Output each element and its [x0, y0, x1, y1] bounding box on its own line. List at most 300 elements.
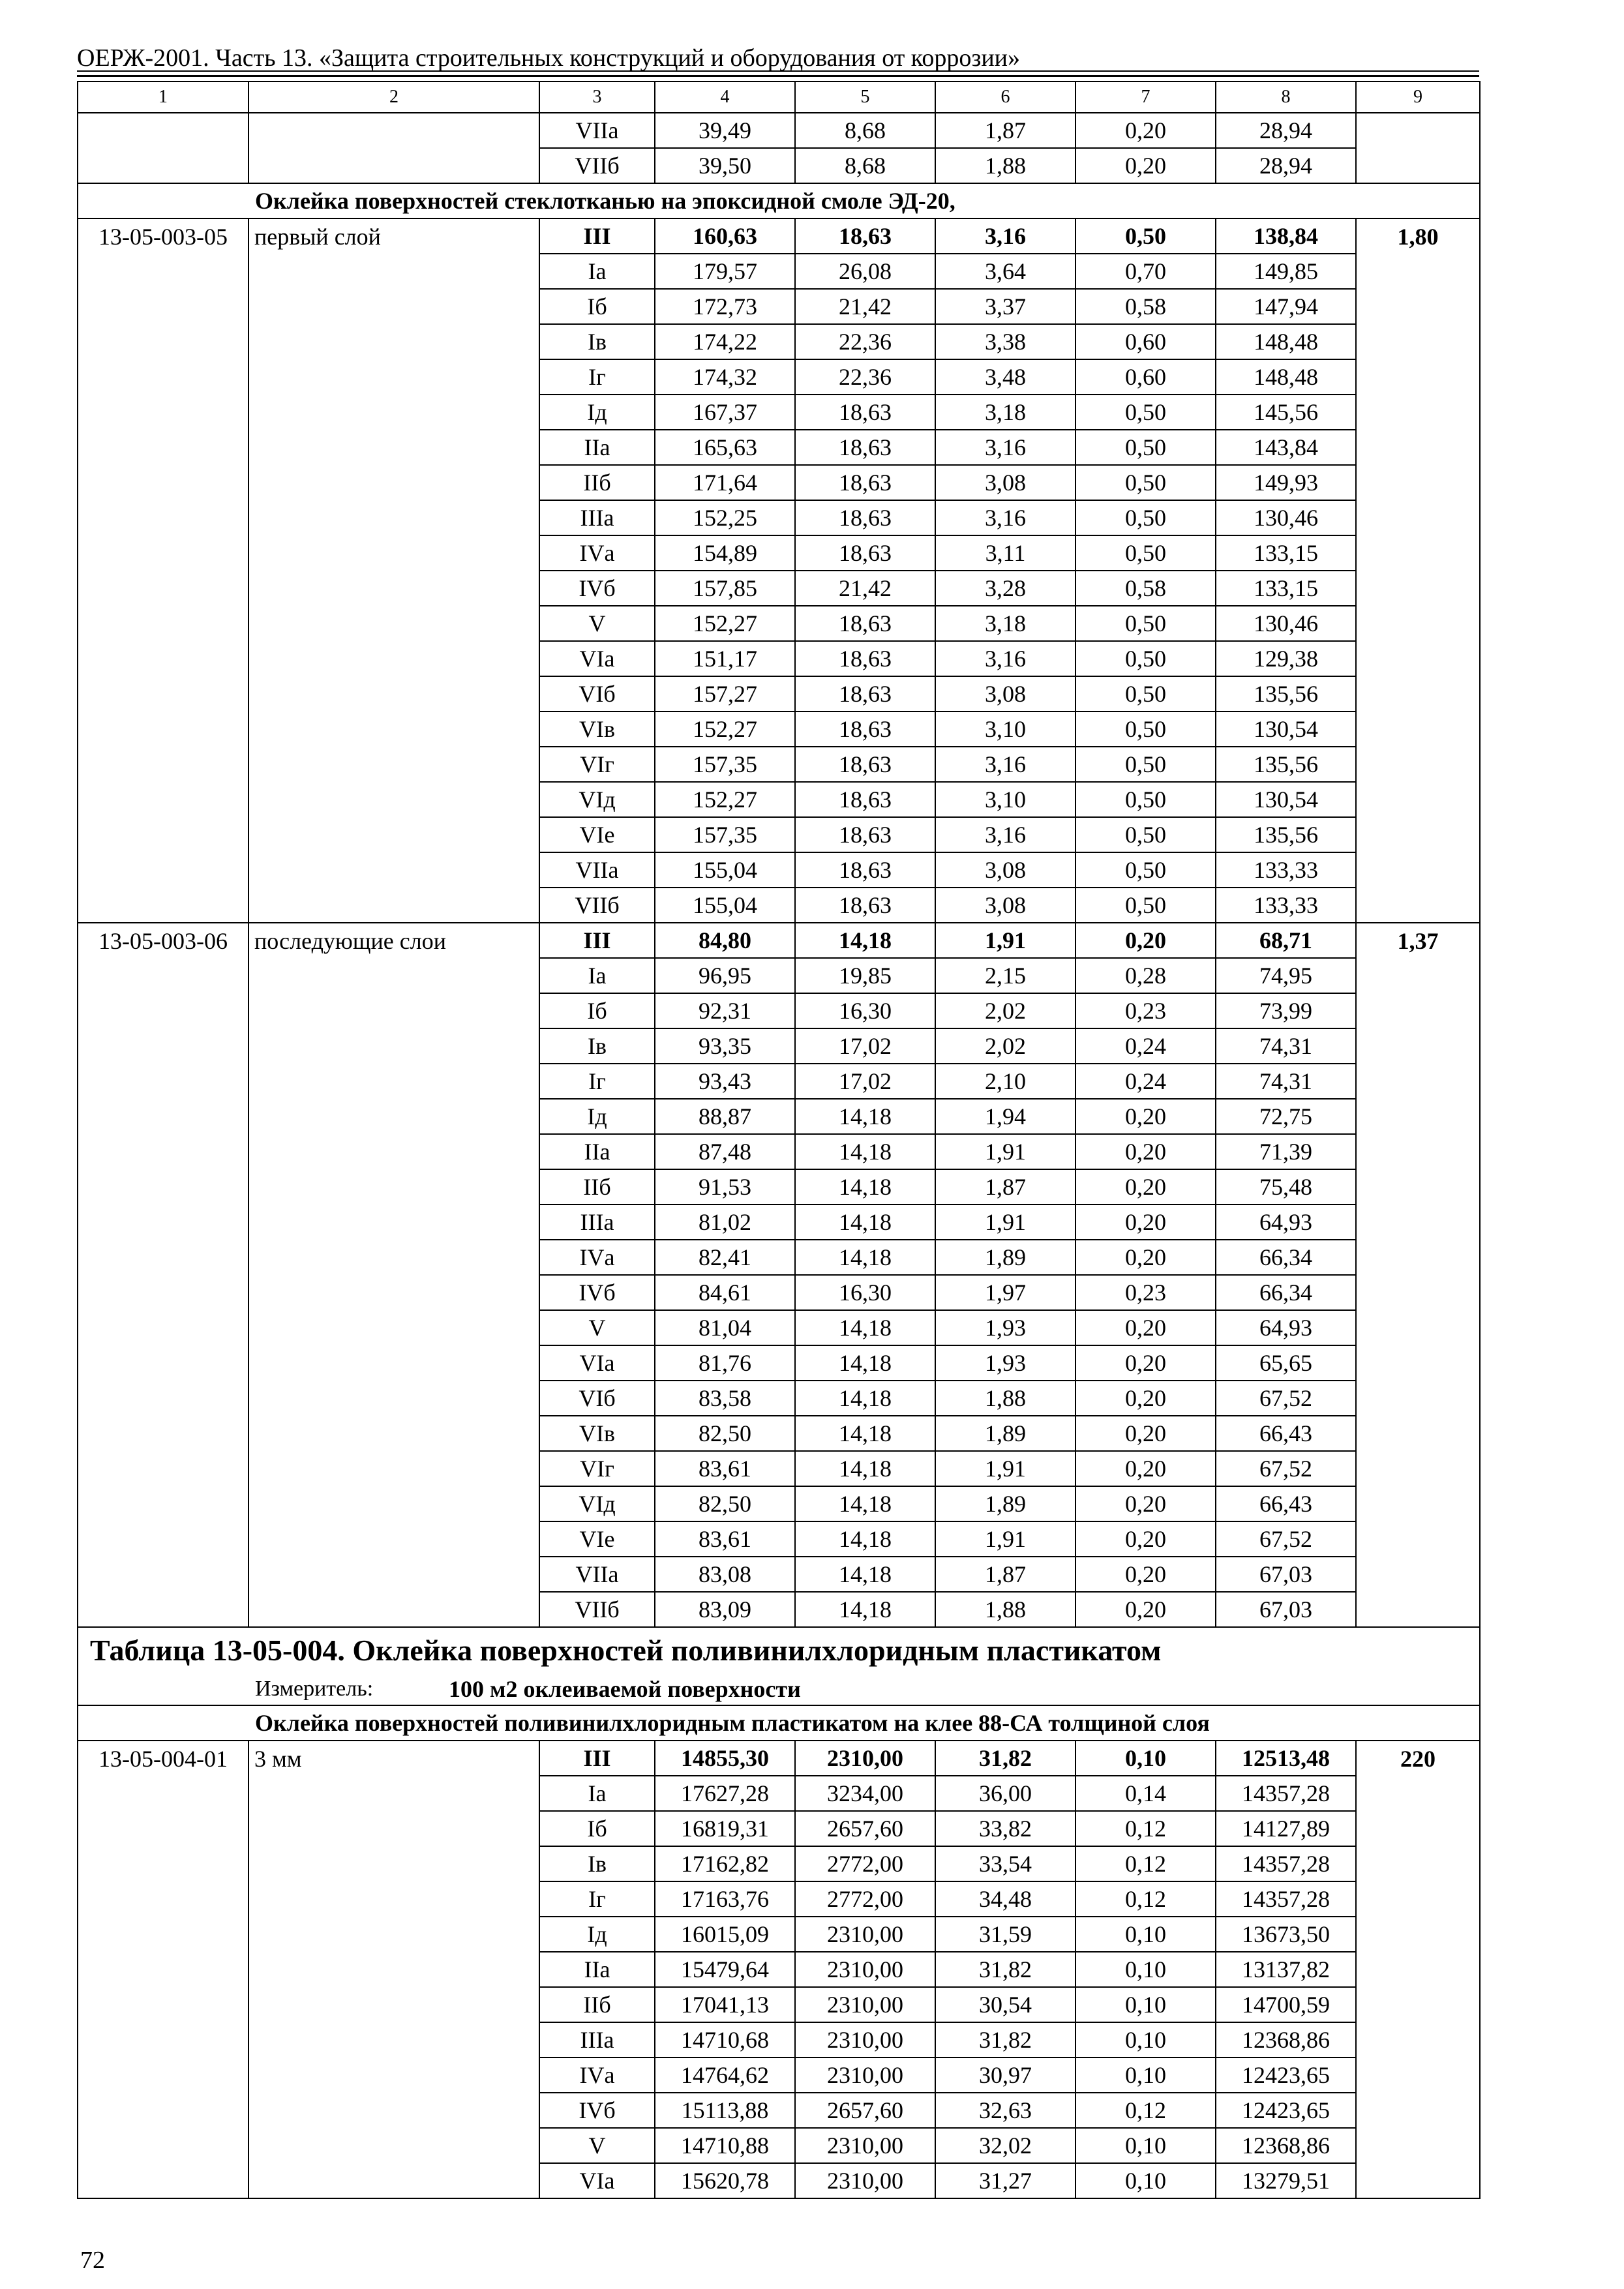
value-col-7: 0,20 [1075, 1099, 1216, 1134]
value-col-5: 16,30 [795, 993, 935, 1028]
page-number: 72 [80, 2247, 105, 2274]
value-col-5: 18,63 [795, 641, 935, 676]
value-col-6: 3,16 [935, 430, 1075, 465]
value-col-6: 1,97 [935, 1275, 1075, 1310]
price-zone: IVб [539, 1275, 655, 1310]
value-col-4: 14855,30 [655, 1741, 795, 1776]
value-col-4: 88,87 [655, 1099, 795, 1134]
value-col-4: 14710,88 [655, 2128, 795, 2163]
price-zone: Iб [539, 1811, 655, 1846]
price-zone: VIIб [539, 148, 655, 183]
value-col-8: 148,48 [1216, 324, 1356, 359]
value-col-5: 2310,00 [795, 2022, 935, 2057]
value-col-6: 3,16 [935, 817, 1075, 852]
value-col-6: 3,16 [935, 500, 1075, 535]
value-col-8: 135,56 [1216, 676, 1356, 711]
price-zone: Iв [539, 1028, 655, 1064]
value-col-4: 82,41 [655, 1240, 795, 1275]
value-col-7: 0,50 [1075, 676, 1216, 711]
value-col-4: 171,64 [655, 465, 795, 500]
value-col-8: 68,71 [1216, 923, 1356, 958]
value-col-6: 1,89 [935, 1240, 1075, 1275]
value-col-5: 14,18 [795, 1204, 935, 1240]
value-col-6: 3,64 [935, 254, 1075, 289]
value-col-5: 18,63 [795, 500, 935, 535]
value-col-5: 14,18 [795, 1381, 935, 1416]
value-col-6: 31,82 [935, 1952, 1075, 1987]
price-zone: Iа [539, 1776, 655, 1811]
price-zone: Iа [539, 254, 655, 289]
price-zone: IIIа [539, 2022, 655, 2057]
value-col-8: 130,46 [1216, 606, 1356, 641]
value-col-8: 67,52 [1216, 1521, 1356, 1557]
value-col-4: 151,17 [655, 641, 795, 676]
value-col-7: 0,20 [1075, 1557, 1216, 1592]
value-col-7: 0,20 [1075, 1486, 1216, 1521]
value-col-4: 16015,09 [655, 1917, 795, 1952]
value-col-4: 157,85 [655, 571, 795, 606]
value-col-4: 174,22 [655, 324, 795, 359]
col9-value: 220 [1356, 1741, 1480, 2198]
value-col-6: 31,82 [935, 2022, 1075, 2057]
value-col-8: 14357,28 [1216, 1776, 1356, 1811]
value-col-8: 13279,51 [1216, 2163, 1356, 2198]
value-col-6: 3,28 [935, 571, 1075, 606]
value-col-7: 0,50 [1075, 500, 1216, 535]
value-col-5: 2310,00 [795, 1952, 935, 1987]
value-col-4: 152,27 [655, 606, 795, 641]
value-col-4: 83,09 [655, 1592, 795, 1627]
price-zone: Iд [539, 395, 655, 430]
value-col-5: 18,63 [795, 606, 935, 641]
value-col-5: 2657,60 [795, 2093, 935, 2128]
price-zone: VIб [539, 676, 655, 711]
value-col-7: 0,20 [1075, 1381, 1216, 1416]
value-col-4: 179,57 [655, 254, 795, 289]
value-col-7: 0,12 [1075, 1846, 1216, 1881]
value-col-7: 0,60 [1075, 324, 1216, 359]
column-number: 2 [248, 82, 539, 113]
price-zone: VIд [539, 782, 655, 817]
rates-table-body [78, 82, 1480, 2198]
value-col-7: 0,50 [1075, 852, 1216, 888]
column-number: 9 [1356, 82, 1480, 113]
value-col-7: 0,50 [1075, 641, 1216, 676]
value-col-8: 28,94 [1216, 148, 1356, 183]
value-col-8: 12368,86 [1216, 2022, 1356, 2057]
value-col-5: 14,18 [795, 1310, 935, 1345]
value-col-4: 39,49 [655, 113, 795, 148]
column-number: 7 [1075, 82, 1216, 113]
value-col-6: 1,88 [935, 1592, 1075, 1627]
table-title-block [78, 1627, 1480, 1705]
value-col-8: 74,31 [1216, 1064, 1356, 1099]
value-col-7: 0,20 [1075, 148, 1216, 183]
value-col-4: 87,48 [655, 1134, 795, 1169]
value-col-7: 0,20 [1075, 923, 1216, 958]
value-col-6: 1,88 [935, 148, 1075, 183]
price-zone: Iв [539, 1846, 655, 1881]
value-col-4: 82,50 [655, 1486, 795, 1521]
value-col-4: 93,43 [655, 1064, 795, 1099]
work-description: 3 мм [248, 1741, 539, 2198]
value-col-7: 0,20 [1075, 113, 1216, 148]
value-col-4: 96,95 [655, 958, 795, 993]
value-col-6: 1,89 [935, 1486, 1075, 1521]
value-col-7: 0,20 [1075, 1240, 1216, 1275]
price-zone: VIб [539, 1381, 655, 1416]
value-col-8: 66,34 [1216, 1275, 1356, 1310]
value-col-8: 133,33 [1216, 852, 1356, 888]
value-col-4: 165,63 [655, 430, 795, 465]
value-col-5: 2772,00 [795, 1881, 935, 1917]
value-col-6: 2,02 [935, 1028, 1075, 1064]
value-col-6: 36,00 [935, 1776, 1075, 1811]
value-col-6: 1,87 [935, 1557, 1075, 1592]
price-zone: IIа [539, 430, 655, 465]
value-col-6: 32,02 [935, 2128, 1075, 2163]
price-zone: Iг [539, 1064, 655, 1099]
value-col-6: 3,18 [935, 606, 1075, 641]
price-zone: IIб [539, 465, 655, 500]
value-col-6: 32,63 [935, 2093, 1075, 2128]
value-col-8: 71,39 [1216, 1134, 1356, 1169]
value-col-6: 1,93 [935, 1345, 1075, 1381]
price-zone: IIа [539, 1952, 655, 1987]
value-col-4: 172,73 [655, 289, 795, 324]
value-col-8: 73,99 [1216, 993, 1356, 1028]
value-col-6: 1,91 [935, 1204, 1075, 1240]
value-col-7: 0,70 [1075, 254, 1216, 289]
value-col-4: 167,37 [655, 395, 795, 430]
value-col-6: 31,82 [935, 1741, 1075, 1776]
work-description: последующие слои [248, 923, 539, 1627]
value-col-8: 129,38 [1216, 641, 1356, 676]
value-col-4: 15620,78 [655, 2163, 795, 2198]
value-col-7: 0,28 [1075, 958, 1216, 993]
price-zone: VIв [539, 711, 655, 747]
value-col-6: 3,37 [935, 289, 1075, 324]
value-col-8: 13673,50 [1216, 1917, 1356, 1952]
value-col-7: 0,50 [1075, 606, 1216, 641]
value-col-8: 66,34 [1216, 1240, 1356, 1275]
column-number: 8 [1216, 82, 1356, 113]
value-col-5: 18,63 [795, 535, 935, 571]
value-col-7: 0,12 [1075, 1881, 1216, 1917]
value-col-5: 2772,00 [795, 1846, 935, 1881]
value-col-4: 92,31 [655, 993, 795, 1028]
value-col-7: 0,23 [1075, 1275, 1216, 1310]
table-row [78, 1741, 1480, 1776]
value-col-7: 0,12 [1075, 1811, 1216, 1846]
price-zone: VIа [539, 1345, 655, 1381]
value-col-4: 174,32 [655, 359, 795, 395]
value-col-8: 13137,82 [1216, 1952, 1356, 1987]
table-row [78, 113, 1480, 148]
price-zone: III [539, 923, 655, 958]
value-col-4: 81,76 [655, 1345, 795, 1381]
rate-code: 13-05-003-06 [78, 923, 248, 1627]
section-heading-row [78, 183, 1480, 218]
value-col-5: 8,68 [795, 113, 935, 148]
value-col-8: 64,93 [1216, 1310, 1356, 1345]
price-zone: VIа [539, 2163, 655, 2198]
price-zone: VIв [539, 1416, 655, 1451]
price-zone: VIIа [539, 1557, 655, 1592]
value-col-6: 3,16 [935, 641, 1075, 676]
value-col-5: 14,18 [795, 1240, 935, 1275]
value-col-4: 17162,82 [655, 1846, 795, 1881]
value-col-6: 30,54 [935, 1987, 1075, 2022]
value-col-4: 155,04 [655, 888, 795, 923]
value-col-8: 14357,28 [1216, 1881, 1356, 1917]
price-zone: VIд [539, 1486, 655, 1521]
table-title-row [78, 1627, 1480, 1705]
measure-label: Измеритель: [255, 1677, 374, 1701]
price-zone: Iд [539, 1917, 655, 1952]
value-col-8: 149,93 [1216, 465, 1356, 500]
table-title: Таблица 13-05-004. Оклейка поверхностей поливинилхлоридным пластикатом [90, 1634, 1162, 1667]
value-col-6: 3,10 [935, 711, 1075, 747]
value-col-4: 157,27 [655, 676, 795, 711]
value-col-7: 0,20 [1075, 1134, 1216, 1169]
price-zone: Iб [539, 289, 655, 324]
price-zone: IIб [539, 1987, 655, 2022]
value-col-7: 0,10 [1075, 2022, 1216, 2057]
value-col-5: 21,42 [795, 289, 935, 324]
price-zone: IVа [539, 2057, 655, 2093]
value-col-6: 31,59 [935, 1917, 1075, 1952]
value-col-6: 1,91 [935, 923, 1075, 958]
value-col-7: 0,10 [1075, 1741, 1216, 1776]
value-col-8: 67,52 [1216, 1381, 1356, 1416]
value-col-7: 0,20 [1075, 1204, 1216, 1240]
value-col-5: 14,18 [795, 1451, 935, 1486]
value-col-7: 0,24 [1075, 1028, 1216, 1064]
value-col-5: 18,63 [795, 430, 935, 465]
value-col-7: 0,50 [1075, 888, 1216, 923]
value-col-6: 1,87 [935, 1169, 1075, 1204]
value-col-8: 130,54 [1216, 782, 1356, 817]
value-col-8: 64,93 [1216, 1204, 1356, 1240]
value-col-5: 14,18 [795, 1169, 935, 1204]
column-number: 4 [655, 82, 795, 113]
value-col-4: 157,35 [655, 817, 795, 852]
table-row [78, 218, 1480, 254]
value-col-5: 14,18 [795, 1099, 935, 1134]
column-number: 5 [795, 82, 935, 113]
value-col-8: 12423,65 [1216, 2093, 1356, 2128]
column-number: 1 [78, 82, 248, 113]
value-col-5: 18,63 [795, 782, 935, 817]
column-number: 3 [539, 82, 655, 113]
value-col-7: 0,10 [1075, 1987, 1216, 2022]
value-col-8: 130,54 [1216, 711, 1356, 747]
value-col-4: 15113,88 [655, 2093, 795, 2128]
value-col-5: 19,85 [795, 958, 935, 993]
value-col-7: 0,20 [1075, 1451, 1216, 1486]
value-col-8: 148,48 [1216, 359, 1356, 395]
price-zone: Iг [539, 1881, 655, 1917]
rate-code [78, 113, 248, 183]
value-col-7: 0,10 [1075, 1952, 1216, 1987]
value-col-5: 18,63 [795, 218, 935, 254]
value-col-8: 14700,59 [1216, 1987, 1356, 2022]
price-zone: IIа [539, 1134, 655, 1169]
value-col-5: 18,63 [795, 711, 935, 747]
value-col-5: 14,18 [795, 1416, 935, 1451]
value-col-4: 17627,28 [655, 1776, 795, 1811]
col9-value: 1,37 [1356, 923, 1480, 1627]
value-col-5: 21,42 [795, 571, 935, 606]
value-col-7: 0,50 [1075, 817, 1216, 852]
value-col-5: 2310,00 [795, 2128, 935, 2163]
value-col-6: 2,15 [935, 958, 1075, 993]
value-col-4: 157,35 [655, 747, 795, 782]
value-col-5: 18,63 [795, 465, 935, 500]
price-zone: IVа [539, 535, 655, 571]
value-col-6: 1,89 [935, 1416, 1075, 1451]
value-col-7: 0,20 [1075, 1592, 1216, 1627]
value-col-4: 39,50 [655, 148, 795, 183]
value-col-6: 33,54 [935, 1846, 1075, 1881]
value-col-6: 3,18 [935, 395, 1075, 430]
value-col-8: 143,84 [1216, 430, 1356, 465]
value-col-8: 147,94 [1216, 289, 1356, 324]
value-col-6: 3,16 [935, 747, 1075, 782]
value-col-5: 2310,00 [795, 1741, 935, 1776]
table-row [78, 923, 1480, 958]
measure-line [78, 1673, 1479, 1705]
value-col-4: 83,61 [655, 1451, 795, 1486]
value-col-5: 2310,00 [795, 1987, 935, 2022]
column-number: 6 [935, 82, 1075, 113]
value-col-8: 72,75 [1216, 1099, 1356, 1134]
value-col-5: 16,30 [795, 1275, 935, 1310]
value-col-4: 155,04 [655, 852, 795, 888]
value-col-7: 0,50 [1075, 395, 1216, 430]
value-col-6: 3,48 [935, 359, 1075, 395]
value-col-6: 2,02 [935, 993, 1075, 1028]
value-col-7: 0,20 [1075, 1310, 1216, 1345]
value-col-5: 2310,00 [795, 2057, 935, 2093]
value-col-4: 83,61 [655, 1521, 795, 1557]
header-double-rule [77, 70, 1479, 77]
value-col-5: 17,02 [795, 1028, 935, 1064]
column-number-row [78, 82, 1480, 113]
value-col-7: 0,50 [1075, 782, 1216, 817]
value-col-6: 31,27 [935, 2163, 1075, 2198]
value-col-4: 14764,62 [655, 2057, 795, 2093]
price-zone: IVб [539, 571, 655, 606]
value-col-5: 14,18 [795, 1134, 935, 1169]
value-col-4: 93,35 [655, 1028, 795, 1064]
value-col-5: 2310,00 [795, 1917, 935, 1952]
value-col-7: 0,50 [1075, 430, 1216, 465]
value-col-8: 67,52 [1216, 1451, 1356, 1486]
value-col-8: 135,56 [1216, 817, 1356, 852]
value-col-4: 17041,13 [655, 1987, 795, 2022]
value-col-4: 84,61 [655, 1275, 795, 1310]
value-col-4: 152,27 [655, 711, 795, 747]
value-col-8: 130,46 [1216, 500, 1356, 535]
value-col-8: 66,43 [1216, 1416, 1356, 1451]
value-col-6: 1,94 [935, 1099, 1075, 1134]
value-col-5: 14,18 [795, 1486, 935, 1521]
price-zone: IVб [539, 2093, 655, 2128]
value-col-7: 0,50 [1075, 535, 1216, 571]
value-col-4: 81,02 [655, 1204, 795, 1240]
value-col-6: 3,08 [935, 465, 1075, 500]
rate-code: 13-05-003-05 [78, 218, 248, 923]
value-col-7: 0,20 [1075, 1345, 1216, 1381]
value-col-6: 3,16 [935, 218, 1075, 254]
section-heading: Оклейка поверхностей стеклотканью на эпоксидной смоле ЭД-20, [78, 183, 1480, 218]
value-col-7: 0,10 [1075, 1917, 1216, 1952]
price-zone: VIIа [539, 852, 655, 888]
value-col-7: 0,20 [1075, 1416, 1216, 1451]
price-zone: Iб [539, 993, 655, 1028]
section-heading: Оклейка поверхностей поливинилхлоридным пластикатом на клее 88-СА толщиной слоя [78, 1705, 1480, 1741]
value-col-5: 18,63 [795, 852, 935, 888]
value-col-7: 0,50 [1075, 465, 1216, 500]
price-zone: Iг [539, 359, 655, 395]
value-col-8: 133,15 [1216, 535, 1356, 571]
value-col-8: 12513,48 [1216, 1741, 1356, 1776]
value-col-5: 22,36 [795, 324, 935, 359]
value-col-4: 152,27 [655, 782, 795, 817]
value-col-8: 133,33 [1216, 888, 1356, 923]
value-col-6: 3,11 [935, 535, 1075, 571]
value-col-5: 14,18 [795, 1521, 935, 1557]
value-col-6: 1,91 [935, 1521, 1075, 1557]
value-col-8: 14127,89 [1216, 1811, 1356, 1846]
value-col-7: 0,60 [1075, 359, 1216, 395]
price-zone: V [539, 1310, 655, 1345]
value-col-5: 14,18 [795, 1345, 935, 1381]
price-zone: VIа [539, 641, 655, 676]
value-col-6: 3,10 [935, 782, 1075, 817]
value-col-8: 66,43 [1216, 1486, 1356, 1521]
price-zone: VIIа [539, 113, 655, 148]
running-header: ОЕРЖ-2001. Часть 13. «Защита строительных конструкций и оборудования от коррозии» [77, 44, 1021, 72]
price-zone: V [539, 606, 655, 641]
value-col-6: 1,91 [935, 1451, 1075, 1486]
value-col-5: 14,18 [795, 1557, 935, 1592]
value-col-4: 14710,68 [655, 2022, 795, 2057]
value-col-8: 12368,86 [1216, 2128, 1356, 2163]
value-col-5: 2657,60 [795, 1811, 935, 1846]
value-col-8: 74,95 [1216, 958, 1356, 993]
value-col-4: 81,04 [655, 1310, 795, 1345]
price-zone: V [539, 2128, 655, 2163]
value-col-4: 154,89 [655, 535, 795, 571]
value-col-7: 0,50 [1075, 218, 1216, 254]
value-col-4: 17163,76 [655, 1881, 795, 1917]
value-col-6: 3,08 [935, 888, 1075, 923]
value-col-8: 28,94 [1216, 113, 1356, 148]
value-col-7: 0,10 [1075, 2128, 1216, 2163]
value-col-8: 14357,28 [1216, 1846, 1356, 1881]
section-heading-row [78, 1705, 1480, 1741]
value-col-5: 14,18 [795, 923, 935, 958]
price-zone: VIг [539, 1451, 655, 1486]
value-col-4: 16819,31 [655, 1811, 795, 1846]
value-col-5: 17,02 [795, 1064, 935, 1099]
price-zone: IIIа [539, 500, 655, 535]
value-col-6: 1,87 [935, 113, 1075, 148]
price-zone: IIб [539, 1169, 655, 1204]
